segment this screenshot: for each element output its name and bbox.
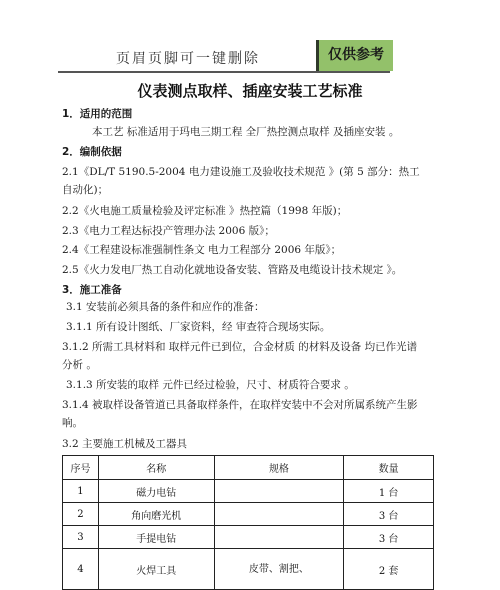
prep-3-1-1: 3.1.1 所有设计图纸、厂家资料，经 审查符合现场实际。 xyxy=(66,321,331,333)
table-row xyxy=(63,503,434,526)
cell-qty: 3 台 xyxy=(344,503,434,526)
table-row xyxy=(63,480,434,503)
cell-no: 3 xyxy=(63,526,99,549)
basis-2-5: 2.5《火力发电厂热工自动化就地设备安装、管路及电缆设计技术规定 》。 xyxy=(62,264,403,276)
cell-name: 角向磨光机 xyxy=(98,503,214,526)
basis-2-2: 2.2《火电施工质量检验及评定标准 》热控篇（1998 年版)； xyxy=(62,205,348,217)
prep-3-1-2-line-1: 3.1.2 所需工具材料和 取样元件已到位，合金材质 的材料及设备 均已作光谱 xyxy=(62,341,418,353)
table-row xyxy=(63,549,434,590)
basis-2-1-line-2: 自动化)； xyxy=(62,184,109,196)
cell-spec xyxy=(214,526,344,549)
cell-name: 火焊工具 xyxy=(98,549,214,590)
prep-3-1-3: 3.1.3 所安装的取样 元件已经过检验，尺寸、材质符合要求 。 xyxy=(66,379,355,391)
prep-3-1: 3.1 安装前必须具备的条件和应作的准备： xyxy=(66,301,265,313)
cell-spec xyxy=(214,503,344,526)
cell-name: 手提电钻 xyxy=(98,526,214,549)
prep-3-1-4-line-1: 3.1.4 被取样设备管道已具备取样条件，在取样安装中不会对所属系统产生影 xyxy=(62,399,418,411)
reference-badge: 仅供参考 xyxy=(316,40,393,71)
cell-spec-text: 皮带、割把、 xyxy=(248,563,309,575)
cell-qty: 3 台 xyxy=(344,526,434,549)
header-rule xyxy=(58,71,390,73)
section-1-text: 本工艺 标准适用于玛电三期工程 全厂热控测点取样 及插座安装 。 xyxy=(92,126,400,138)
prep-3-1-2-line-2: 分析 。 xyxy=(62,359,97,371)
col-header-spec: 规格 xyxy=(214,456,344,480)
prep-3-2: 3.2 主要施工机械及工器具 xyxy=(62,438,188,450)
col-header-name: 名称 xyxy=(98,456,214,480)
cell-no: 2 xyxy=(63,503,99,526)
cell-spec xyxy=(214,549,344,590)
basis-2-4: 2.4《工程建设标准强制性条文 电力工程部分 2006 年版》； xyxy=(62,244,342,256)
section-2-heading: 2．编制依据 xyxy=(62,146,122,158)
cell-qty: 1 台 xyxy=(344,480,434,503)
basis-2-3: 2.3《电力工程达标投产管理办法 2006 版》； xyxy=(62,225,275,237)
col-header-no: 序号 xyxy=(63,456,99,480)
cell-no: 4 xyxy=(63,549,99,590)
document-title: 仪表测点取样、插座安装工艺标准 xyxy=(137,82,363,100)
cell-qty: 2 套 xyxy=(344,549,434,590)
tools-table xyxy=(62,455,434,590)
prep-3-1-4-line-2: 响。 xyxy=(62,417,83,429)
basis-2-1-line-1: 2.1《DL/T 5190.5-2004 电力建设施工及验收技术规范 》(第 5 部分：热工 xyxy=(62,166,420,178)
page-header xyxy=(58,40,390,72)
cell-spec xyxy=(214,480,344,503)
col-header-qty: 数量 xyxy=(344,456,434,480)
header-text: 页眉页脚可一键删除 xyxy=(116,51,260,67)
table-row xyxy=(63,526,434,549)
table-header-row xyxy=(63,456,434,480)
section-3-heading: 3．施工准备 xyxy=(62,284,122,296)
section-1-heading: 1．适用的范围 xyxy=(62,108,133,120)
cell-no: 1 xyxy=(63,480,99,503)
cell-name: 磁力电钻 xyxy=(98,480,214,503)
